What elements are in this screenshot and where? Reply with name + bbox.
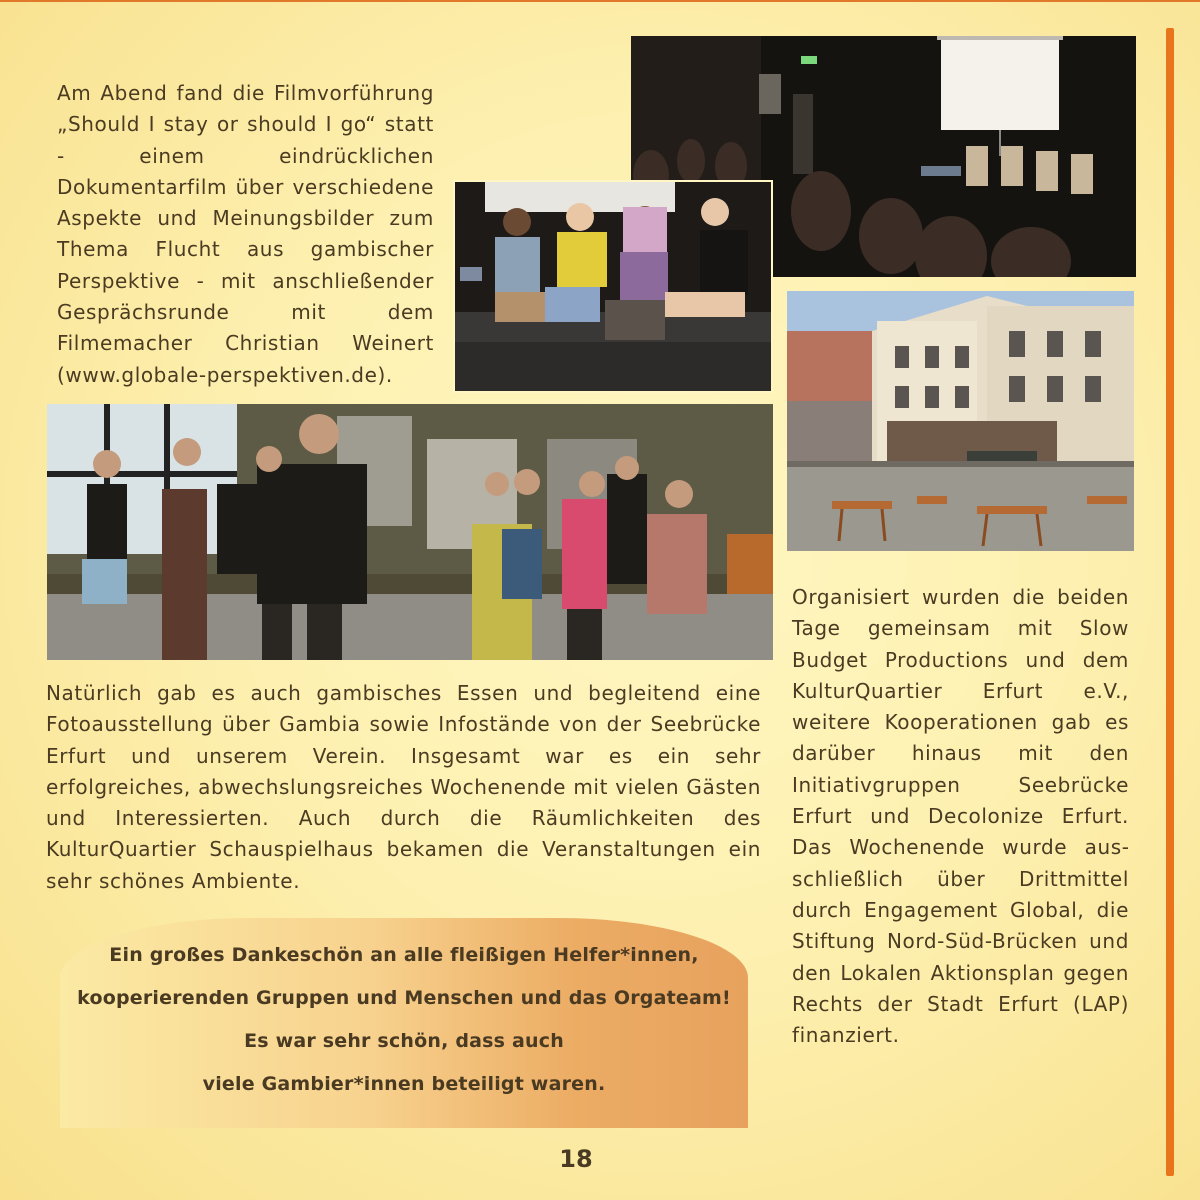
organisation-text: Organisiert wurden die beiden Tage gemeinsam mit Slow Budget Productions und dem KulturQuartier Erfurt e.V., weitere Kooperationen gab es darüber hinaus mit den Initiativgruppen Seebrücke Erfurt und Decolonize Erfurt. Das Wochenende wurde ausschließlich über Drittmittel durch Engagement Global, die Stiftung Nord-Süd-Brücken und den Lokalen Aktionsplan gegen Rechts der Stadt Erfurt (LAP) finanziert. — [792, 585, 1129, 1048]
intro-text: Am Abend fand die Filmvorführung „Should I stay or should I go“ statt - einem eindrücklichen Dokumentarfilm über verschiedene Aspekte und Meinungsbilder zum Thema Flucht aus gambischer Perspektive - mit anschließender Gesprächsrunde mit dem Filmemacher Christian Weinert (www.globale-perspektiven.de). — [57, 81, 434, 387]
photo-panel-discussion — [453, 180, 773, 393]
main-text: Natürlich gab es auch gambisches Essen und begleitend eine Fotoausstellung über Gambia sowie Infostände von der Seebrücke Erfurt und unserem Verein. Insgesamt war es ein sehr erfolgreiches, abwechslungsreiches Wochenende mit vielen Gästen und Interessierten. Auch durch die Räumlichkeiten des KulturQuartier Schauspielhaus bekamen die Veranstaltungen ein sehr schönes Ambiente. — [46, 681, 761, 893]
page-number: 18 — [559, 1145, 593, 1173]
right-accent-bar — [1166, 28, 1174, 1176]
photo-exhibition-visitors — [47, 404, 773, 660]
thanks-line-3: Es war sehr schön, dass auch — [244, 1030, 564, 1052]
main-paragraph — [46, 678, 761, 897]
thanks-line-1: Ein großes Dankeschön an alle fleißigen Helfer*innen, — [109, 944, 699, 966]
organisation-paragraph — [792, 582, 1129, 1051]
thanks-line-4: viele Gambier*innen beteiligt waren. — [202, 1073, 606, 1095]
page-top-border — [0, 0, 1200, 2]
thank-you-box — [60, 918, 748, 1128]
photo-kulturquartier-building — [787, 291, 1134, 551]
thanks-line-2: kooperierenden Gruppen und Menschen und das Orgateam! — [77, 987, 731, 1009]
intro-paragraph — [57, 78, 434, 391]
